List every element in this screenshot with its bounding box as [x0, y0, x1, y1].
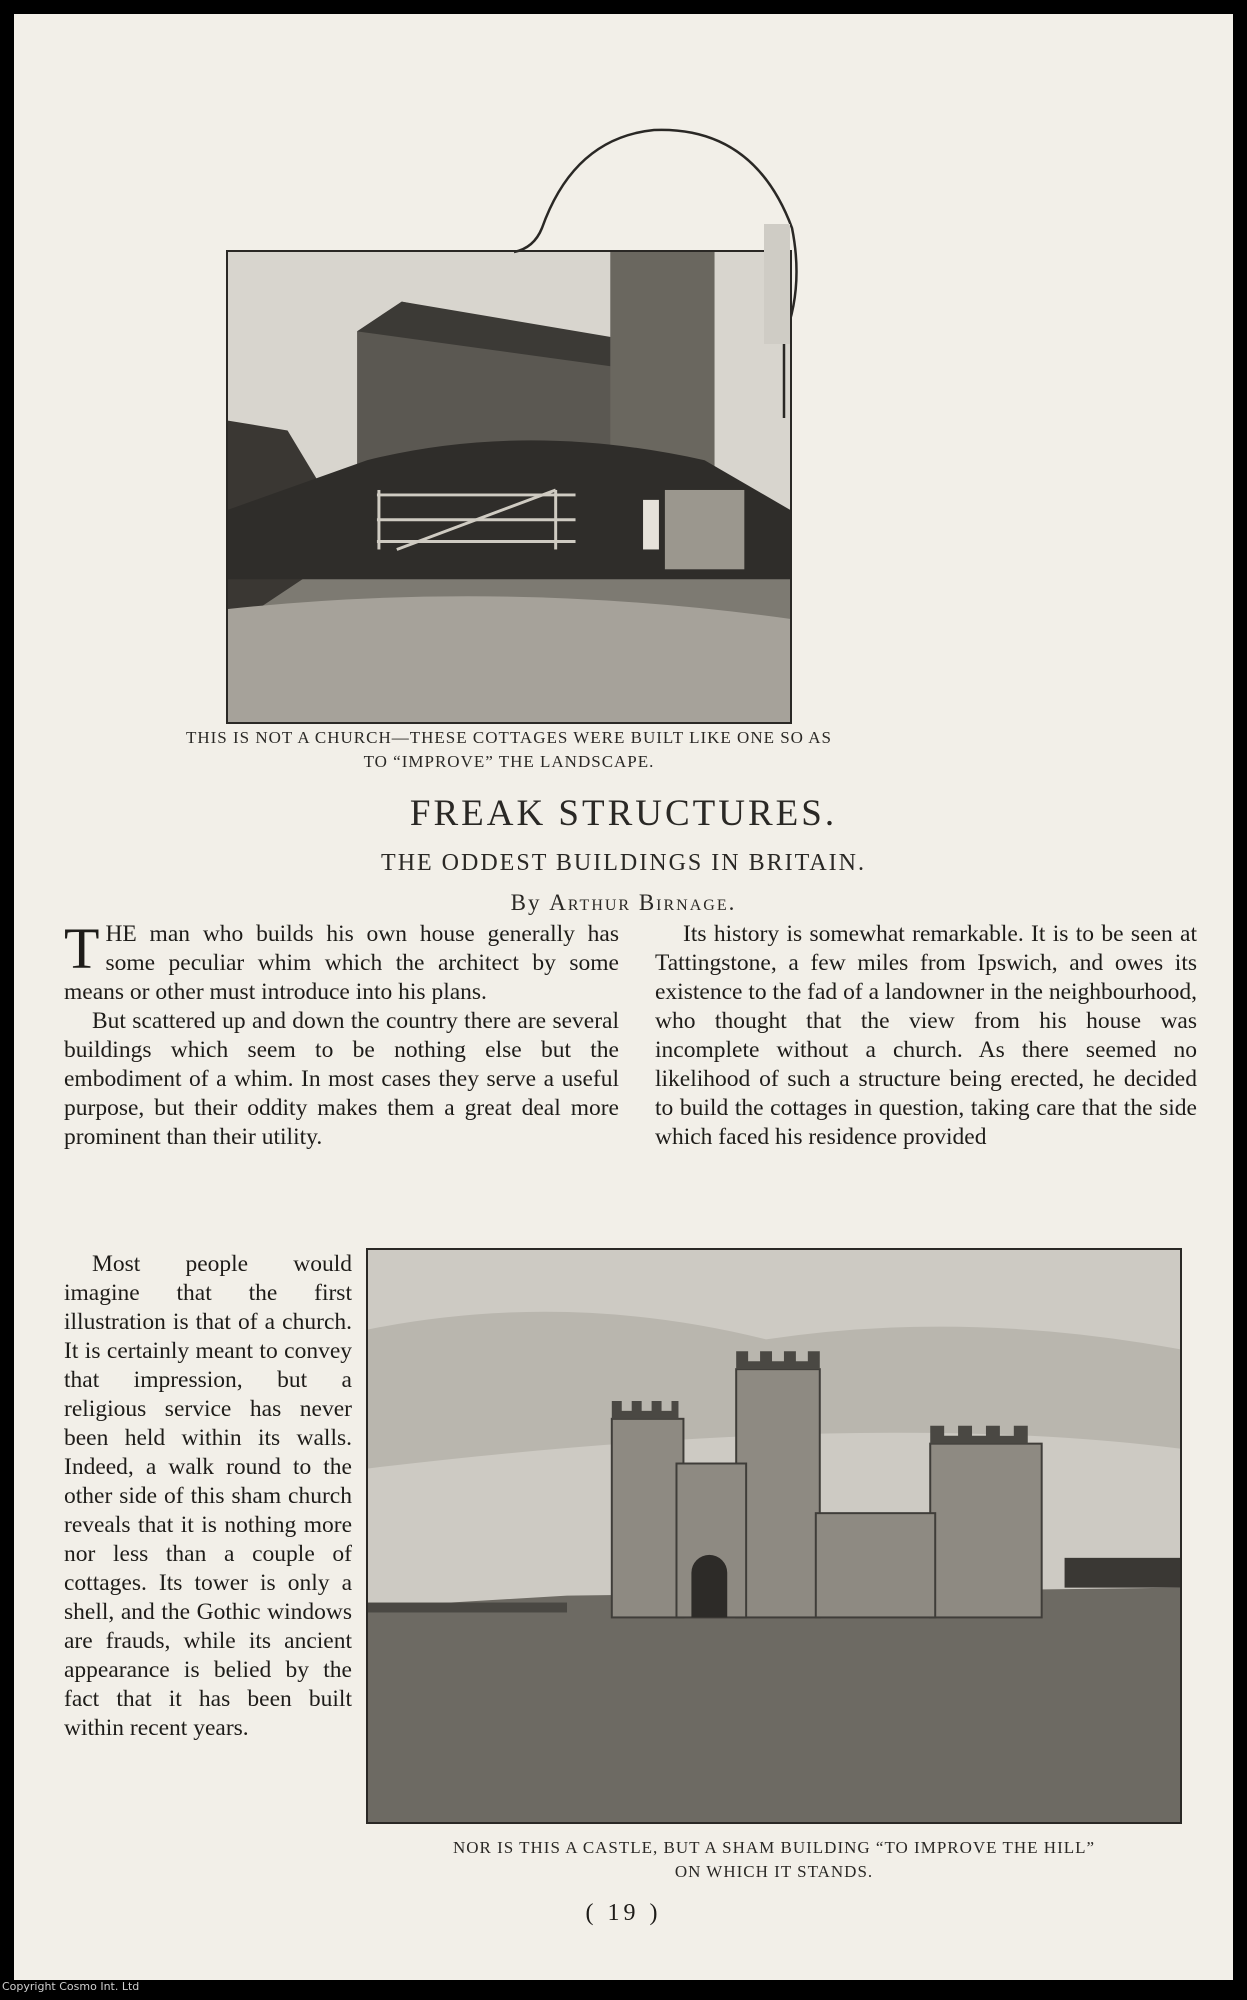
article-title: FREAK STRUCTURES.: [409, 793, 838, 834]
copyright-notice: Copyright Cosmo Int. Ltd: [2, 1980, 140, 1993]
castle-illustration: [368, 1250, 1180, 1822]
castle-photo: [366, 1248, 1182, 1824]
article-byline: [14, 890, 1233, 916]
right-paragraph-1: Its history is somewhat remarkable. It is to be seen at Tattingstone, a few miles from Ipswich, and owes its existence to the fad of a landowner in the neighbourhood, who thought that the view from his house was incomplete without a church. As there seemed no likelihood of such a structure being erected, he decided to build the cottages in question, taking care that the side which faced his residence provided: [655, 921, 1197, 1150]
castle-caption: [366, 1836, 1182, 1884]
church-caption-line-2: TO “IMPROVE” THE LANDSCAPE.: [363, 752, 655, 771]
paragraph-2: But scattered up and down the country there are several buildings which seem to be nothing else but the embodiment of a whim. In most cases they serve a useful purpose, but their oddity makes them a great deal more prominent than their utility.: [64, 1008, 619, 1150]
left-column-narrow: [64, 1250, 352, 1743]
magazine-page: [14, 14, 1233, 1980]
left-column-top: [64, 916, 619, 1152]
page-number: ( 19 ): [585, 1900, 662, 1926]
paragraph-1-text: HE man who builds his own house generally has some peculiar whim which the architect by some means or other must introduce into his plans.: [64, 921, 619, 1005]
castle-caption-line-1: NOR IS THIS A CASTLE, BUT A SHAM BUILDING “TO IMPROVE THE HILL”: [452, 1838, 1096, 1857]
church-caption-line-1: THIS IS NOT A CHURCH—THESE COTTAGES WERE BUILT LIKE ONE SO AS: [185, 728, 832, 747]
castle-caption-line-2: ON WHICH IT STANDS.: [674, 1862, 874, 1881]
paragraph-1: [64, 916, 619, 1007]
drop-cap: T: [64, 916, 100, 981]
byline-author: Arthur Birnage.: [549, 890, 737, 915]
arch-sky: [764, 224, 790, 344]
paragraph-3: Most people would imagine that the first illustration is that of a church. It is certainly meant to convey that impression, but a religious service has never been held within its walls. Indeed, a walk round to the other side of this sham church reveals that it is nothing more nor less than a couple of cottages. Its tower is only a shell, and the Gothic windows are frauds, while its ancient appearance is belied by the fact that it has been built within recent years.: [64, 1251, 352, 1741]
right-column-top: [655, 920, 1197, 1152]
article-subtitle: THE ODDEST BUILDINGS IN BRITAIN.: [381, 850, 866, 876]
church-caption: [164, 726, 854, 774]
byline-prefix: By: [510, 890, 542, 915]
